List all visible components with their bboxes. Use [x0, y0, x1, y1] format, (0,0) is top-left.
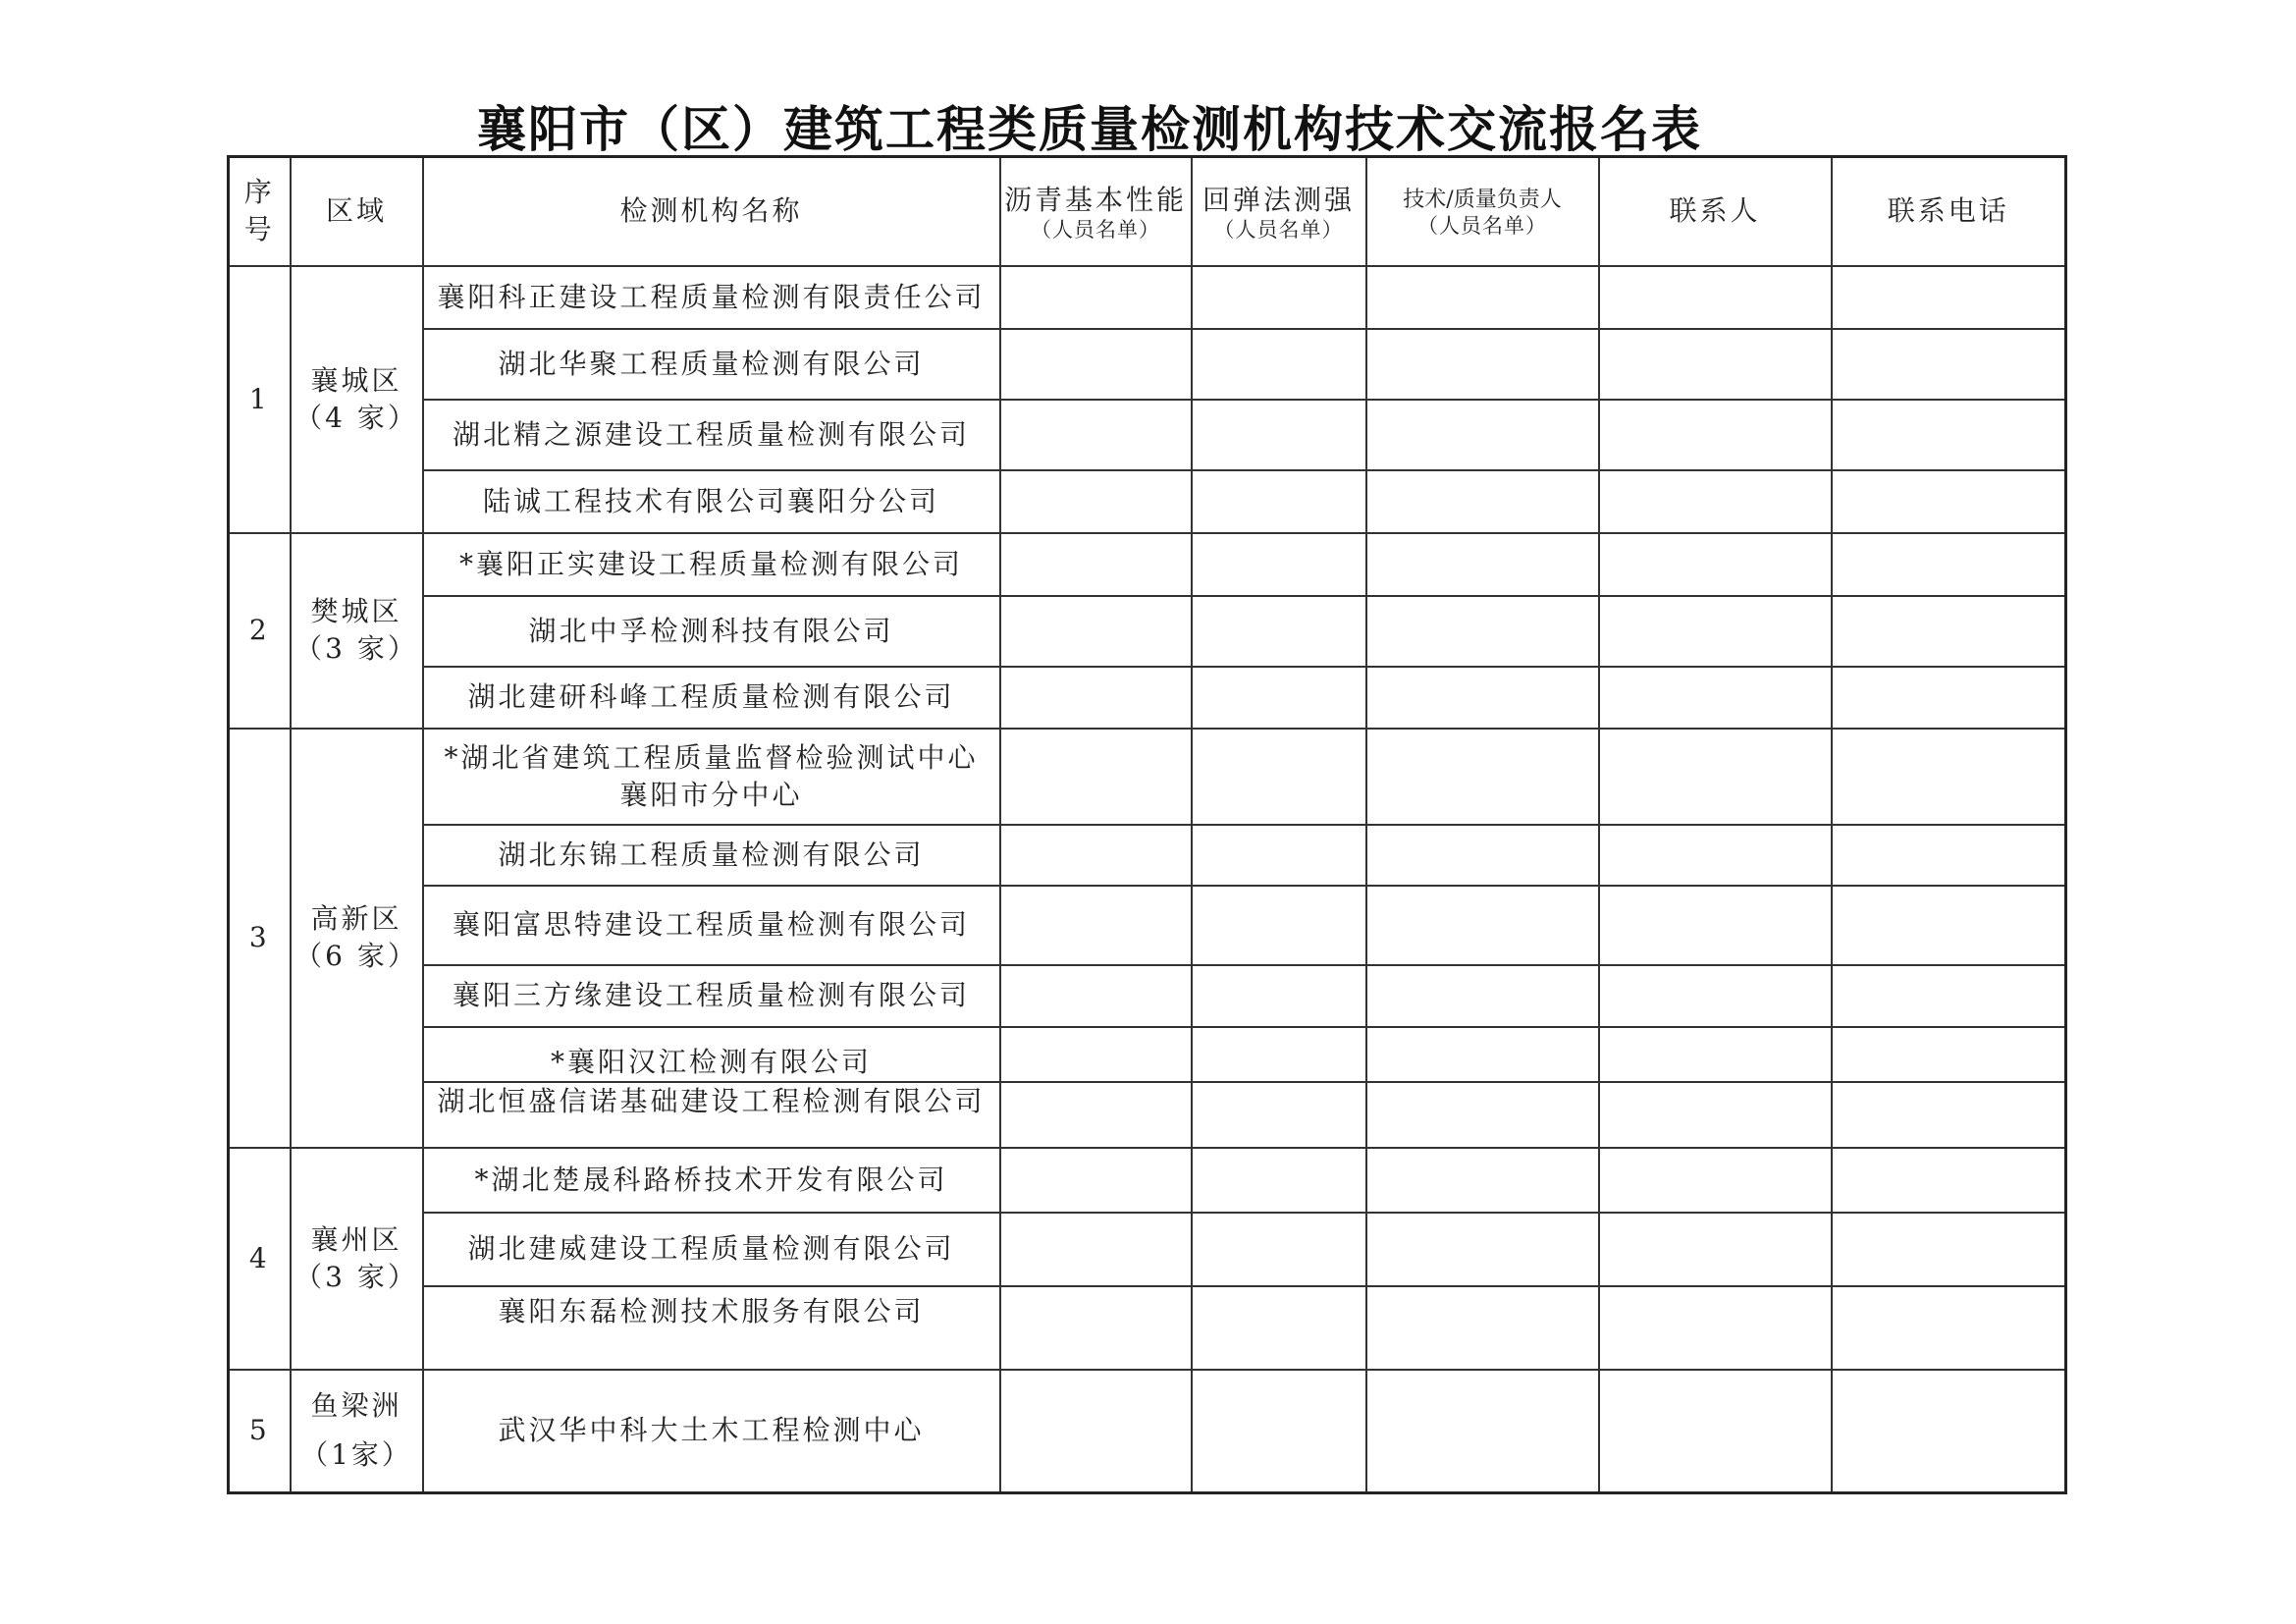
header-org-name: 检测机构名称 [423, 157, 1000, 266]
asphalt-input-cell[interactable] [1000, 266, 1192, 329]
rebound-input-cell[interactable] [1192, 1027, 1366, 1082]
org-name-cell: 襄阳科正建设工程质量检测有限责任公司 [423, 266, 1000, 329]
org-name-cell: 湖北建威建设工程质量检测有限公司 [423, 1213, 1000, 1286]
org-name-cell: 湖北建研科峰工程质量检测有限公司 [423, 667, 1000, 729]
header-asphalt [1000, 157, 1192, 266]
tech-input-cell[interactable] [1366, 329, 1599, 400]
contact-input-cell[interactable] [1599, 1082, 1832, 1148]
asphalt-input-cell[interactable] [1000, 729, 1192, 825]
district-cell [291, 729, 423, 1148]
phone-input-cell[interactable] [1832, 1370, 2066, 1493]
phone-input-cell[interactable] [1832, 1148, 2066, 1213]
tech-input-cell[interactable] [1366, 886, 1599, 965]
header-tech-sub: （人员名单） [1417, 213, 1547, 238]
table-row [229, 667, 2066, 729]
tech-input-cell[interactable] [1366, 667, 1599, 729]
rebound-input-cell[interactable] [1192, 1286, 1366, 1370]
district-name: 鱼梁洲 [310, 1389, 402, 1423]
header-seq-line1: 序 [243, 176, 275, 209]
header-rebound [1192, 157, 1366, 266]
tech-input-cell[interactable] [1366, 1027, 1599, 1082]
seq-cell: 2 [229, 533, 291, 729]
phone-input-cell[interactable] [1832, 1027, 2066, 1082]
contact-input-cell[interactable] [1599, 729, 1832, 825]
table-row [229, 825, 2066, 886]
contact-input-cell[interactable] [1599, 825, 1832, 886]
rebound-input-cell[interactable] [1192, 965, 1366, 1027]
table-row [229, 329, 2066, 400]
header-tech-label: 技术/质量负责人 [1403, 187, 1562, 212]
rebound-input-cell[interactable] [1192, 729, 1366, 825]
table-row [229, 965, 2066, 1027]
tech-input-cell[interactable] [1366, 1370, 1599, 1493]
org-name-line1: *湖北省建筑工程质量监督检验测试中心 [444, 740, 979, 774]
table-row [229, 1027, 2066, 1082]
rebound-input-cell[interactable] [1192, 329, 1366, 400]
district-name: 襄州区 [310, 1222, 402, 1256]
phone-input-cell[interactable] [1832, 266, 2066, 329]
phone-input-cell[interactable] [1832, 470, 2066, 533]
rebound-input-cell[interactable] [1192, 825, 1366, 886]
phone-input-cell[interactable] [1832, 667, 2066, 729]
org-name-cell: 湖北东锦工程质量检测有限公司 [423, 825, 1000, 886]
org-name-line2: 襄阳市分中心 [619, 778, 803, 811]
header-asphalt-sub: （人员名单） [1031, 217, 1160, 242]
org-name-cell: 襄阳富思特建设工程质量检测有限公司 [423, 886, 1000, 965]
tech-input-cell[interactable] [1366, 1213, 1599, 1286]
org-name-cell: 湖北恒盛信诺基础建设工程检测有限公司 [423, 1082, 1000, 1148]
table-row [229, 596, 2066, 667]
contact-input-cell[interactable] [1599, 329, 1832, 400]
contact-input-cell[interactable] [1599, 1286, 1832, 1370]
table-row [229, 266, 2066, 329]
seq-cell: 5 [229, 1370, 291, 1493]
phone-input-cell[interactable] [1832, 825, 2066, 886]
table-row [229, 729, 2066, 825]
asphalt-input-cell[interactable] [1000, 1027, 1192, 1082]
seq-cell: 1 [229, 266, 291, 533]
contact-input-cell[interactable] [1599, 266, 1832, 329]
phone-input-cell[interactable] [1832, 1213, 2066, 1286]
org-name-cell: *襄阳汉江检测有限公司 [423, 1027, 1000, 1082]
tech-input-cell[interactable] [1366, 470, 1599, 533]
rebound-input-cell[interactable] [1192, 470, 1366, 533]
header-tech [1366, 157, 1599, 266]
asphalt-input-cell[interactable] [1000, 1082, 1192, 1148]
contact-input-cell[interactable] [1599, 1027, 1832, 1082]
asphalt-input-cell[interactable] [1000, 329, 1192, 400]
district-name: 高新区 [310, 902, 402, 936]
org-name-cell [423, 729, 1000, 825]
asphalt-input-cell[interactable] [1000, 596, 1192, 667]
registration-table [227, 155, 2067, 1494]
asphalt-input-cell[interactable] [1000, 400, 1192, 470]
header-phone: 联系电话 [1832, 157, 2066, 266]
table-row [229, 470, 2066, 533]
rebound-input-cell[interactable] [1192, 1370, 1366, 1493]
district-cell [291, 266, 423, 533]
table-row [229, 1370, 2066, 1493]
contact-input-cell[interactable] [1599, 400, 1832, 470]
district-count: （6 家） [294, 940, 418, 972]
header-seq-line2: 号 [243, 213, 275, 246]
page-title: 襄阳市（区）建筑工程类质量检测机构技术交流报名表 [477, 101, 1702, 158]
contact-input-cell[interactable] [1599, 596, 1832, 667]
rebound-input-cell[interactable] [1192, 886, 1366, 965]
table-row [229, 1082, 2066, 1148]
asphalt-input-cell[interactable] [1000, 667, 1192, 729]
table-row [229, 533, 2066, 596]
phone-input-cell[interactable] [1832, 1286, 2066, 1370]
rebound-input-cell[interactable] [1192, 667, 1366, 729]
org-name-cell: 武汉华中科大土木工程检测中心 [423, 1370, 1000, 1493]
asphalt-input-cell[interactable] [1000, 886, 1192, 965]
phone-input-cell[interactable] [1832, 729, 2066, 825]
district-cell [291, 533, 423, 729]
district-count: （4 家） [294, 401, 418, 434]
rebound-input-cell[interactable] [1192, 1148, 1366, 1213]
org-name-cell: *湖北楚晟科路桥技术开发有限公司 [423, 1148, 1000, 1213]
district-cell [291, 1148, 423, 1370]
rebound-input-cell[interactable] [1192, 533, 1366, 596]
district-name: 襄城区 [310, 363, 402, 397]
asphalt-input-cell[interactable] [1000, 1148, 1192, 1213]
asphalt-input-cell[interactable] [1000, 1213, 1192, 1286]
rebound-input-cell[interactable] [1192, 1082, 1366, 1148]
seq-cell: 3 [229, 729, 291, 1148]
phone-input-cell[interactable] [1832, 329, 2066, 400]
phone-input-cell[interactable] [1832, 965, 2066, 1027]
table-row [229, 400, 2066, 470]
header-seq [229, 157, 291, 266]
org-name-cell: 陆诚工程技术有限公司襄阳分公司 [423, 470, 1000, 533]
phone-input-cell[interactable] [1832, 533, 2066, 596]
rebound-input-cell[interactable] [1192, 400, 1366, 470]
asphalt-input-cell[interactable] [1000, 1286, 1192, 1370]
contact-input-cell[interactable] [1599, 667, 1832, 729]
header-asphalt-label: 沥青基本性能 [1003, 183, 1187, 216]
tech-input-cell[interactable] [1366, 825, 1599, 886]
contact-input-cell[interactable] [1599, 1370, 1832, 1493]
tech-input-cell[interactable] [1366, 729, 1599, 825]
phone-input-cell[interactable] [1832, 596, 2066, 667]
table-row [229, 1148, 2066, 1213]
tech-input-cell[interactable] [1366, 266, 1599, 329]
asphalt-input-cell[interactable] [1000, 1370, 1192, 1493]
tech-input-cell[interactable] [1366, 400, 1599, 470]
contact-input-cell[interactable] [1599, 886, 1832, 965]
contact-input-cell[interactable] [1599, 1148, 1832, 1213]
table-row [229, 1213, 2066, 1286]
phone-input-cell[interactable] [1832, 1082, 2066, 1148]
header-rebound-label: 回弹法测强 [1201, 183, 1355, 216]
header-contact: 联系人 [1599, 157, 1832, 266]
district-cell [291, 1370, 423, 1493]
header-row [229, 157, 2066, 266]
phone-input-cell[interactable] [1832, 886, 2066, 965]
asphalt-input-cell[interactable] [1000, 965, 1192, 1027]
table-row [229, 1286, 2066, 1370]
org-name-cell: 湖北精之源建设工程质量检测有限公司 [423, 400, 1000, 470]
org-name-cell: *襄阳正实建设工程质量检测有限公司 [423, 533, 1000, 596]
asphalt-input-cell[interactable] [1000, 533, 1192, 596]
tech-input-cell[interactable] [1366, 1082, 1599, 1148]
asphalt-input-cell[interactable] [1000, 470, 1192, 533]
contact-input-cell[interactable] [1599, 1213, 1832, 1286]
district-name: 樊城区 [310, 595, 402, 628]
seq-cell: 4 [229, 1148, 291, 1370]
tech-input-cell[interactable] [1366, 1286, 1599, 1370]
district-count: （3 家） [294, 632, 418, 665]
tech-input-cell[interactable] [1366, 533, 1599, 596]
org-name-cell: 湖北华聚工程质量检测有限公司 [423, 329, 1000, 400]
table-row [229, 886, 2066, 965]
org-name-cell: 襄阳三方缘建设工程质量检测有限公司 [423, 965, 1000, 1027]
district-count: （1家） [300, 1438, 412, 1472]
org-name-cell: 襄阳东磊检测技术服务有限公司 [423, 1286, 1000, 1370]
tech-input-cell[interactable] [1366, 596, 1599, 667]
header-district: 区域 [291, 157, 423, 266]
rebound-input-cell[interactable] [1192, 1213, 1366, 1286]
tech-input-cell[interactable] [1366, 1148, 1599, 1213]
org-name-cell: 湖北中孚检测科技有限公司 [423, 596, 1000, 667]
district-count: （3 家） [294, 1260, 418, 1293]
contact-input-cell[interactable] [1599, 533, 1832, 596]
phone-input-cell[interactable] [1832, 400, 2066, 470]
rebound-input-cell[interactable] [1192, 596, 1366, 667]
tech-input-cell[interactable] [1366, 965, 1599, 1027]
contact-input-cell[interactable] [1599, 965, 1832, 1027]
contact-input-cell[interactable] [1599, 470, 1832, 533]
header-rebound-sub: （人员名单） [1213, 217, 1344, 242]
asphalt-input-cell[interactable] [1000, 825, 1192, 886]
rebound-input-cell[interactable] [1192, 266, 1366, 329]
